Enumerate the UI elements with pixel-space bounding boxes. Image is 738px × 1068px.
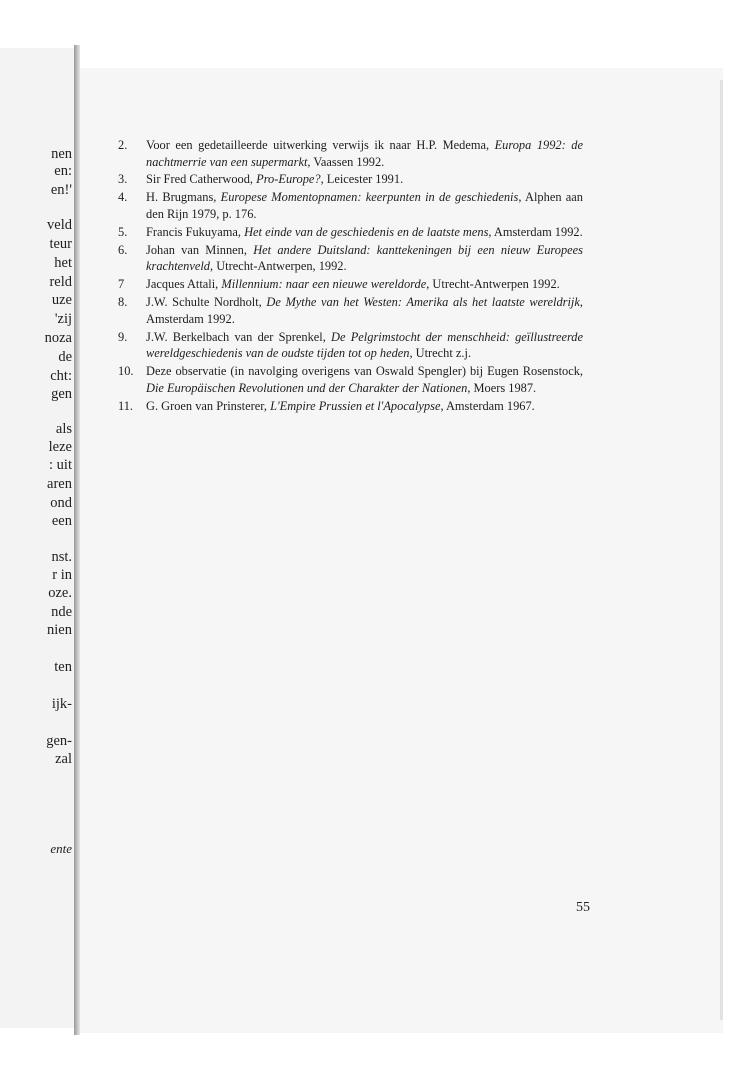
footnote [118, 276, 583, 293]
left-page-fragment: ijk- [51, 696, 72, 712]
left-page-fragment: cht: [50, 368, 72, 384]
footnote-title: Pro-Europe? [256, 172, 321, 187]
left-page-fragment: ond [50, 495, 72, 511]
left-page-fragment: veld [47, 217, 72, 233]
footnote [118, 363, 583, 396]
left-page-fragment: nde [51, 604, 72, 620]
left-page-fragment: reld [49, 274, 72, 290]
footnote-text [146, 190, 583, 221]
footnote-segment: , Utrecht z.j. [409, 346, 472, 361]
left-page-fragment: 'zij [54, 311, 72, 327]
page-edge [720, 80, 723, 1020]
footnote-text [146, 364, 583, 395]
footnotes-list [118, 137, 583, 415]
footnote-text [146, 243, 583, 274]
footnote-number: 5. [118, 224, 128, 239]
left-page-fragment: gen [51, 386, 72, 402]
footnote [118, 242, 583, 275]
footnote [118, 137, 583, 170]
footnote-segment: , Amsterdam 1992. [146, 295, 583, 326]
footnote-segment: J.W. Schulte Nordholt, [146, 295, 267, 310]
footnote-segment: G. Groen van Prinsterer, [146, 398, 271, 413]
footnote-segment: , Utrecht-Antwerpen, 1992. [210, 259, 347, 274]
footnote-text [146, 330, 583, 361]
footnote-title: De Pelgrimstocht der menschheid: geïllustreerde wereldgeschiedenis van de oudste tijden tot op heden [146, 329, 583, 361]
footnote-text [146, 295, 583, 326]
footnote-text [146, 225, 583, 239]
footnote-number: 8. [118, 295, 128, 310]
footnote [118, 224, 583, 241]
left-page-fragment: leze [48, 439, 72, 455]
footnote [118, 329, 583, 362]
footnote-segment: H. Brugmans, [146, 190, 221, 205]
left-page-fragment: ten [54, 659, 72, 675]
footnote-title: Millennium: naar een nieuwe wereldorde [221, 277, 427, 292]
footnote-segment: , Amsterdam 1992. [488, 224, 583, 239]
footnote-title: Europa 1992: de nachtmerrie van een supermarkt [146, 138, 583, 169]
left-page-fragment: uze [51, 292, 72, 308]
left-page-fragment: nst. [51, 549, 72, 565]
footnote-number: 3. [118, 172, 128, 187]
left-page-fragment: een [51, 513, 72, 529]
footnote-segment: , Amsterdam 1967. [440, 398, 535, 413]
footnote-number: 7 [118, 277, 125, 292]
left-page-fragment: ente [50, 841, 72, 856]
left-page-fragment: nen [51, 146, 72, 162]
left-page-fragment: als [55, 421, 72, 437]
footnote [118, 398, 583, 415]
left-page-fragment: noza [44, 330, 72, 346]
footnote-segment: , Alphen aan den Rijn 1979, p. 176. [146, 190, 583, 221]
footnote-title: Europese Momentopnamen: keerpunten in de geschiedenis [220, 190, 519, 205]
footnote-segment: Francis Fukuyama, [146, 224, 245, 239]
footnote-number: 2. [118, 138, 128, 152]
footnote-segment: J.W. Berkelbach van der Sprenkel, [146, 329, 332, 344]
footnote [118, 189, 583, 222]
left-page-fragment: nien [47, 622, 72, 638]
footnote-title: Die Europäischen Revolutionen und der Charakter der Nationen [146, 380, 468, 395]
footnote-segment: , Moers 1987. [467, 380, 537, 395]
left-page-fragment: en: [54, 163, 72, 179]
footnote-segment: Sir Fred Catherwood, [146, 172, 257, 187]
footnote [118, 171, 583, 188]
footnote-segment: Voor een gedetailleerde uitwerking verwijs ik naar H.P. Medema, [146, 138, 495, 152]
footnote-text [146, 277, 560, 291]
page-number: 55 [576, 900, 590, 915]
left-page-fragment: aren [47, 476, 72, 492]
footnote-title: L'Empire Prussien et l'Apocalypse [270, 398, 441, 413]
footnote-segment: Jacques Attali, [146, 277, 222, 292]
footnote-text [146, 399, 535, 413]
footnote-number: 4. [118, 190, 128, 205]
footnote-number: 6. [118, 242, 128, 257]
footnote [118, 294, 583, 327]
footnote-number: 11. [118, 398, 134, 413]
footnote-text [146, 138, 583, 169]
footnote-number: 9. [118, 329, 128, 344]
left-page-fragment: gen- [46, 733, 72, 749]
left-page-fragment: en!' [50, 182, 72, 198]
left-page-fragment: oze. [48, 585, 72, 601]
footnote-segment: , Leicester 1991. [320, 172, 404, 187]
footnote-number: 10. [118, 364, 134, 379]
left-page-fragment: het [54, 255, 72, 271]
left-page-fragment: de [58, 349, 72, 365]
left-page-fragment: : uit [49, 457, 72, 473]
left-page-fragment: zal [55, 751, 72, 767]
footnote-segment: Deze observatie (in navolging overigens van Oswald Spengler) bij Eugen Rosenstock, [146, 364, 583, 379]
left-page-fragment: teur [49, 236, 72, 252]
footnote-segment: Johan van Minnen, [146, 242, 254, 257]
footnote-text [146, 172, 403, 186]
footnote-title: Het einde van de geschiedenis en de laatste mens [244, 224, 489, 239]
footnote-segment: , Utrecht-Antwerpen 1992. [426, 277, 560, 292]
left-page-fragment: r in [52, 567, 72, 583]
footnote-segment: , Vaassen 1992. [307, 154, 385, 169]
footnote-title: Het andere Duitsland: kanttekeningen bij een nieuw Europees krachtenveld [146, 242, 584, 274]
footnote-title: De Mythe van het Westen: Amerika als het laatste wereldrijk [266, 295, 580, 310]
